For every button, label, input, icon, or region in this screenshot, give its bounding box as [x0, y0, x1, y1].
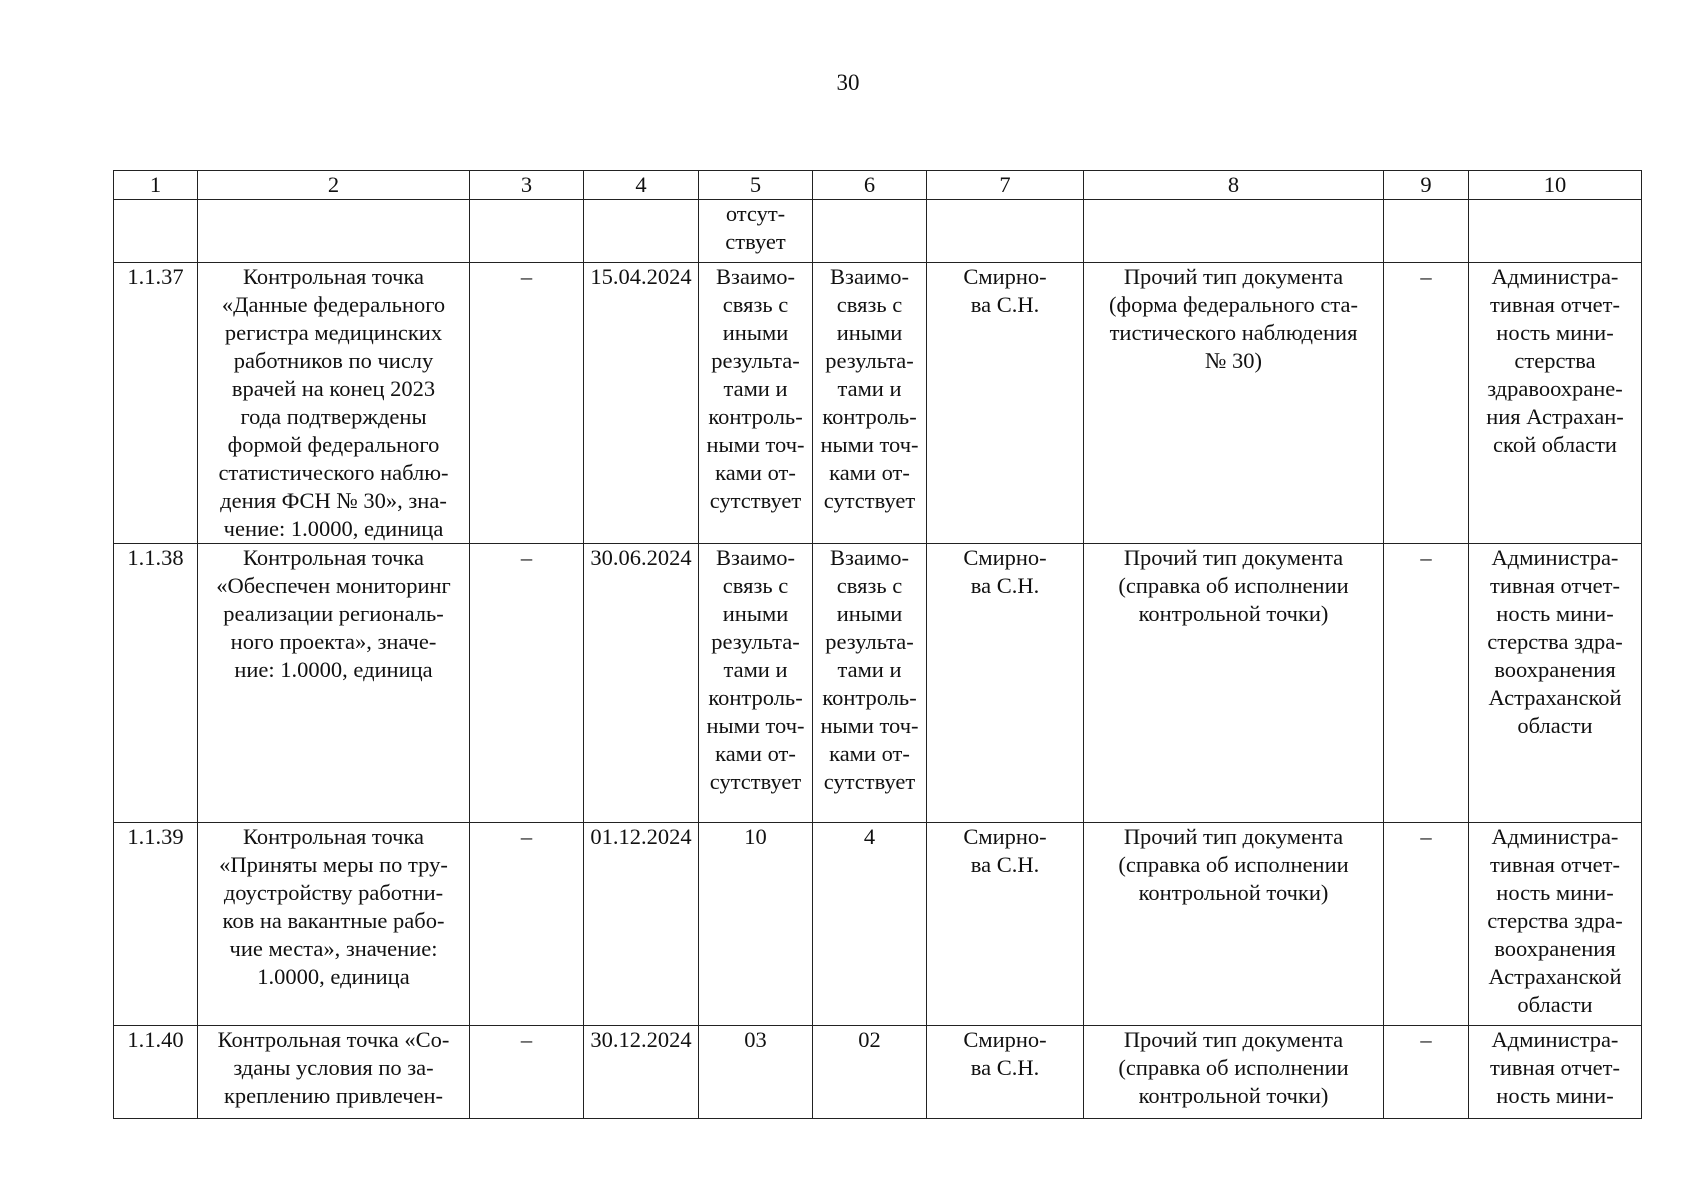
information-system: Администра- тивная отчет- ность мини- стерства здра- воохранения Астраханской области: [1469, 544, 1642, 823]
table-row-continuation: [114, 200, 1642, 263]
column-header: 1: [114, 171, 198, 200]
table-cell: –: [470, 544, 584, 823]
row-number: 1.1.38: [114, 544, 198, 823]
due-date: 01.12.2024: [584, 823, 699, 1026]
due-date: 30.06.2024: [584, 544, 699, 823]
responsible-person: Смирно- ва С.Н.: [927, 1026, 1084, 1119]
control-point-description: Контрольная точка «Данные федерального регистра медицинских работников по числу врачей на конец 2023 года подтверждены формой федерального статистического наблю- дения ФСН № 30», зна- чение: 1.0000, единица: [198, 263, 470, 544]
control-points-table: [113, 170, 1642, 1119]
table-cell: –: [1384, 823, 1469, 1026]
document-type: Прочий тип документа (справка об исполнении контрольной точки): [1084, 1026, 1384, 1119]
table-row: [114, 544, 1642, 823]
table-cell: –: [470, 1026, 584, 1119]
table-cell: [1084, 200, 1384, 263]
table-cell: –: [470, 263, 584, 544]
table-cell: [198, 200, 470, 263]
due-date: 15.04.2024: [584, 263, 699, 544]
table-row: [114, 823, 1642, 1026]
column-header: 8: [1084, 171, 1384, 200]
control-point-description: Контрольная точка «Со- зданы условия по за- креплению привлечен-: [198, 1026, 470, 1119]
table-cell: [470, 200, 584, 263]
column-header: 7: [927, 171, 1084, 200]
table-cell: Взаимо- связь с иными результа- тами и контроль- ными точ- ками от- сутствует: [699, 544, 813, 823]
table-cell: [927, 200, 1084, 263]
table-cell: [1384, 200, 1469, 263]
table-cell: 10: [699, 823, 813, 1026]
table-header-row: [114, 171, 1642, 200]
table-cell: –: [470, 823, 584, 1026]
table-cell: [813, 200, 927, 263]
responsible-person: Смирно- ва С.Н.: [927, 544, 1084, 823]
information-system: Администра- тивная отчет- ность мини- стерства здравоохране- ния Астрахан- ской области: [1469, 263, 1642, 544]
table-cell: Взаимо- связь с иными результа- тами и контроль- ными точ- ками от- сутствует: [813, 544, 927, 823]
column-header: 6: [813, 171, 927, 200]
table-row: [114, 263, 1642, 544]
table-cell: 02: [813, 1026, 927, 1119]
responsible-person: Смирно- ва С.Н.: [927, 823, 1084, 1026]
table-cell: [1469, 200, 1642, 263]
control-point-description: Контрольная точка «Приняты меры по тру- доустройству работни- ков на вакантные рабо- чие места», значение: 1.0000, единица: [198, 823, 470, 1026]
column-header: 5: [699, 171, 813, 200]
table-cell: –: [1384, 544, 1469, 823]
table-cell: [584, 200, 699, 263]
column-header: 4: [584, 171, 699, 200]
control-point-description: Контрольная точка «Обеспечен мониторинг реализации региональ- ного проекта», значе- ние: 1.0000, единица: [198, 544, 470, 823]
table-cell: отсут- ствует: [699, 200, 813, 263]
information-system: Администра- тивная отчет- ность мини-: [1469, 1026, 1642, 1119]
table-cell: [114, 200, 198, 263]
table-cell: –: [1384, 263, 1469, 544]
document-type: Прочий тип документа (форма федерального ста- тистического наблюдения № 30): [1084, 263, 1384, 544]
information-system: Администра- тивная отчет- ность мини- стерства здра- воохранения Астраханской области: [1469, 823, 1642, 1026]
responsible-person: Смирно- ва С.Н.: [927, 263, 1084, 544]
due-date: 30.12.2024: [584, 1026, 699, 1119]
row-number: 1.1.40: [114, 1026, 198, 1119]
table-cell: –: [1384, 1026, 1469, 1119]
column-header: 10: [1469, 171, 1642, 200]
table-row: [114, 1026, 1642, 1119]
table-cell: 03: [699, 1026, 813, 1119]
table-cell: Взаимо- связь с иными результа- тами и контроль- ными точ- ками от- сутствует: [699, 263, 813, 544]
document-type: Прочий тип документа (справка об исполнении контрольной точки): [1084, 544, 1384, 823]
table-cell: 4: [813, 823, 927, 1026]
column-header: 9: [1384, 171, 1469, 200]
table-cell: Взаимо- связь с иными результа- тами и контроль- ными точ- ками от- сутствует: [813, 263, 927, 544]
column-header: 2: [198, 171, 470, 200]
row-number: 1.1.39: [114, 823, 198, 1026]
page-number: 30: [836, 70, 860, 95]
column-header: 3: [470, 171, 584, 200]
document-type: Прочий тип документа (справка об исполнении контрольной точки): [1084, 823, 1384, 1026]
row-number: 1.1.37: [114, 263, 198, 544]
